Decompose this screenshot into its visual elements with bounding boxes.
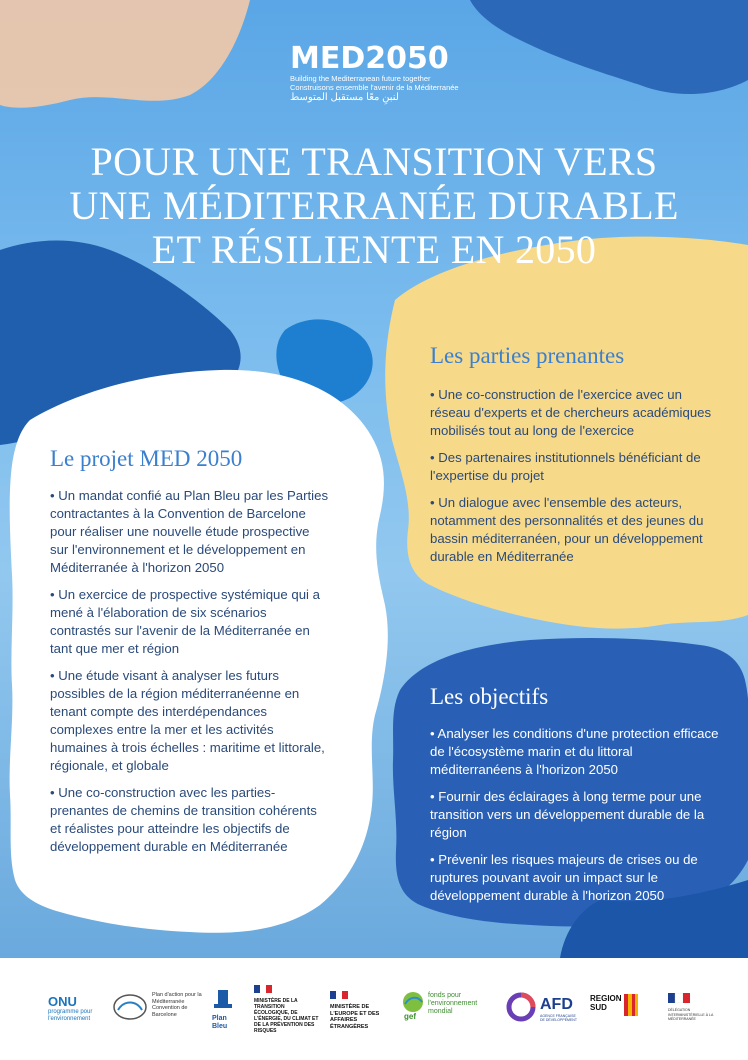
region-sud-logo xyxy=(590,994,640,1012)
partner-logos-footer xyxy=(0,958,748,1060)
title-line-1: POUR UNE TRANSITION VERS xyxy=(90,139,658,184)
onu-sub: programme pour l'environnement xyxy=(48,1009,93,1022)
region-sud-label: REGION SUD xyxy=(590,994,622,1012)
delegation-logo xyxy=(668,990,718,1022)
ministere-europe-logo xyxy=(330,986,390,1030)
objectifs-list xyxy=(430,725,725,914)
marianne-flag-icon xyxy=(254,985,272,993)
gef-label: gef xyxy=(404,1012,416,1021)
logo-tagline-ar: لنبنِ معًا مستقبل المتوسط xyxy=(290,92,399,103)
planbleu-label: Plan Bleu xyxy=(212,1015,228,1030)
afd-label: AFD xyxy=(540,996,573,1013)
region-sud-emblem-icon xyxy=(624,994,638,1016)
marianne-flag-icon xyxy=(668,993,690,1003)
parties-heading: Les parties prenantes xyxy=(430,343,625,368)
ministere-europe-label: MINISTÈRE DE L'EUROPE ET DES AFFAIRES ÉTRANGÈRES xyxy=(330,1004,380,1030)
parties-bullet: • Des partenaires institutionnels bénéficiant de l'expertise du projet xyxy=(430,450,701,483)
ffem-label: fonds pour l'environnement mondial xyxy=(428,992,478,1015)
parties-bullet: • Une co-construction de l'exercice avec un réseau d'experts et de chercheurs académiques mobilisés tout au long de l'exercice xyxy=(430,387,712,438)
ministere-transition-label: MINISTÈRE DE LA TRANSITION ÉCOLOGIQUE, DE L'ÉNERGIE, DU CLIMAT ET DE LA PRÉVENTION DES RISQUES xyxy=(254,998,319,1034)
title-line-3: ET RÉSILIENTE EN 2050 xyxy=(151,227,597,272)
planbleu-icon xyxy=(212,988,234,1010)
projet-bullet: • Une étude visant à analyser les futurs possibles de la région méditerranéenne en tenant compte des interdépendances complexes entre la mer et les activités humaines à trois échelles : maritime et littorale, régionale, et globale xyxy=(50,668,325,773)
planbleu-logo xyxy=(212,988,236,1031)
projet-bullet: • Un exercice de prospective systémique qui a mené à l'élaboration de six scénarios contrastés sur l'avenir de la Méditerranée en tant que mer et région xyxy=(50,587,320,656)
objectifs-bullet: • Analyser les conditions d'une protection efficace de l'écosystème marin et du littoral méditerranéens à l'horizon 2050 xyxy=(430,726,719,777)
logo-name: MED2050 xyxy=(290,41,449,76)
pam-emblem-icon xyxy=(112,992,148,1022)
objectifs-heading: Les objectifs xyxy=(430,684,549,709)
projet-heading: Le projet MED 2050 xyxy=(50,446,243,471)
projet-bullet: • Un mandat confié au Plan Bleu par les Parties contractantes à la Convention de Barcelone pour réaliser une nouvelle étude prospective sur l'environnement et le développement en Méditerranée à l'horizon 2050 xyxy=(50,488,329,575)
afd-circle-icon xyxy=(506,992,536,1022)
parties-list xyxy=(430,386,725,575)
afd-sub: AGENCE FRANÇAISE DE DÉVELOPPEMENT xyxy=(540,1014,577,1022)
ministere-transition-logo xyxy=(254,980,320,1034)
projet-list xyxy=(50,487,330,865)
projet-bullet: • Une co-construction avec les parties-prenantes de chemins de transition cohérents et réalistes pour atteindre les objectifs de développement durable en Méditerranée xyxy=(50,785,317,854)
objectifs-bullet: • Prévenir les risques majeurs de crises ou de ruptures pouvant avoir un impact sur le développement durable à l'horizon 2050 xyxy=(430,852,698,903)
delegation-label: DÉLÉGATION INTERMINISTÉRIELLE À LA MÉDITERRANÉE xyxy=(668,1008,714,1021)
parties-bullet: • Un dialogue avec l'ensemble des acteurs, notamment des personnalités et des jeunes du bassin méditerranéen, pour un développement durable en Méditerranée xyxy=(430,495,704,564)
onu-label: ONU xyxy=(48,994,77,1009)
onu-logo xyxy=(48,994,103,1023)
title-line-2: UNE MÉDITERRANÉE DURABLE xyxy=(69,183,679,228)
pam-label: Plan d'action pour la Méditerranée Convention de Barcelone xyxy=(152,992,202,1018)
objectifs-bullet: • Fournir des éclairages à long terme pour une transition vers un développement durable de la région xyxy=(430,789,705,840)
logo-tagline-fr: Construisons ensemble l'avenir de la Méditerranée xyxy=(290,83,459,92)
med2050-logo xyxy=(290,41,470,104)
logo-tagline-en: Building the Mediterranean future together xyxy=(290,74,431,83)
page-title xyxy=(40,140,708,272)
marianne-flag-icon xyxy=(330,991,348,999)
